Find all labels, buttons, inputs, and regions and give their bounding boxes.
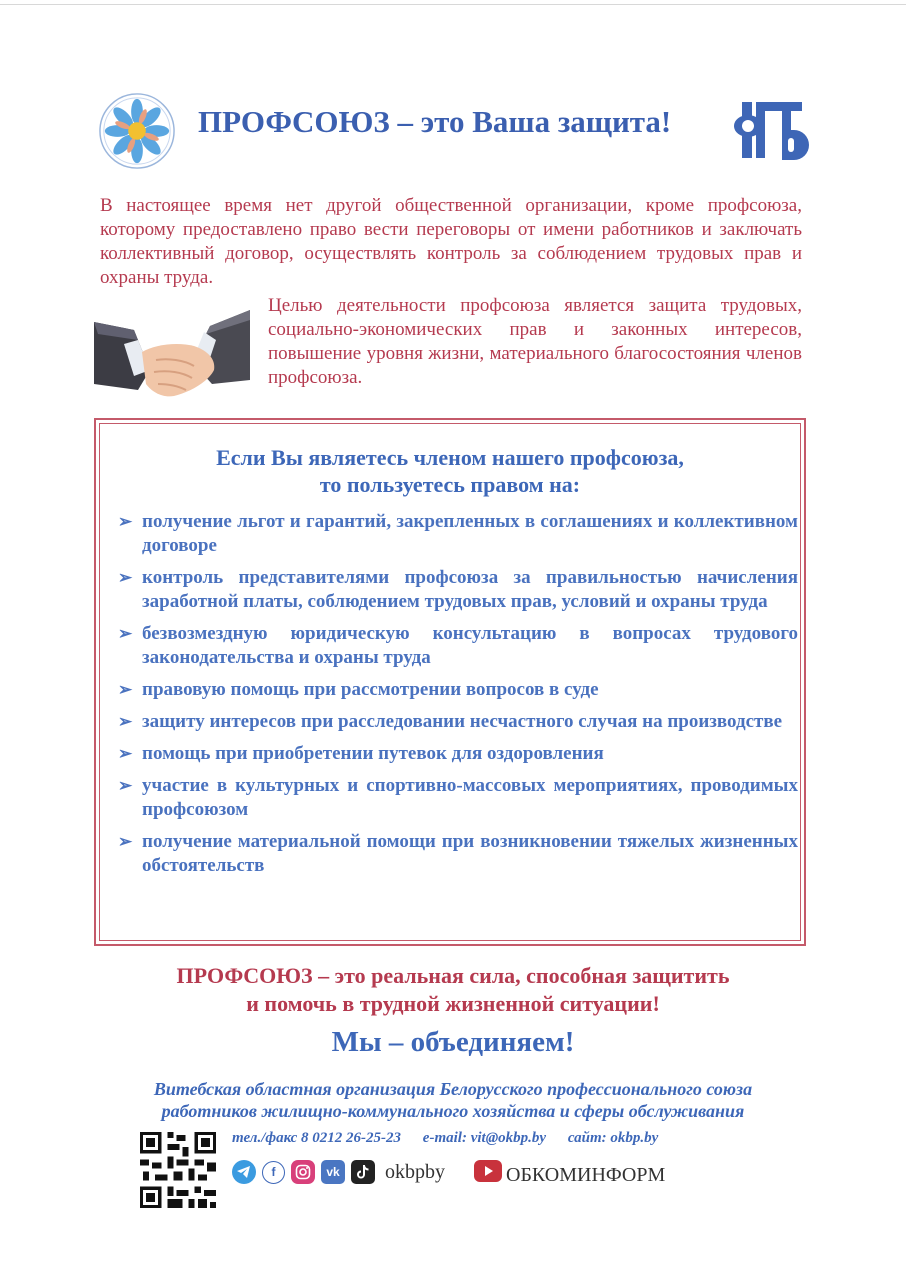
rights-list-item <box>118 622 798 670</box>
email-link[interactable]: e-mail: vit@okbp.by <box>422 1130 547 1146</box>
rights-box <box>94 418 806 946</box>
rights-item-text: защиту интересов при расследовании несчастного случая на производстве <box>142 711 783 732</box>
youtube-channel-name[interactable]: ОБКОМИНФОРМ <box>506 1164 666 1186</box>
rights-list-item <box>118 678 798 702</box>
handshake-icon <box>94 300 250 412</box>
fpb-logo-icon <box>726 96 812 168</box>
rights-list-item <box>118 830 798 878</box>
top-scan-line <box>0 4 906 5</box>
arrow-bullet-icon: ➢ <box>118 776 133 795</box>
youtube-icon[interactable] <box>474 1160 502 1182</box>
slogan <box>60 962 846 1018</box>
arrow-bullet-icon: ➢ <box>118 832 133 851</box>
rights-list-item <box>118 566 798 614</box>
telegram-icon[interactable] <box>232 1160 256 1184</box>
vk-icon[interactable]: vk <box>321 1160 345 1184</box>
arrow-bullet-icon: ➢ <box>118 680 133 699</box>
tiktok-icon[interactable] <box>351 1160 375 1184</box>
social-handle[interactable]: okbpby <box>385 1160 445 1183</box>
intro-paragraph: В настоящее время нет другой общественной организации, кроме профсоюза, которому предоставлено право вести переговоры от имени работников и заключать коллективный договор, осуществлять контроль за соблюдением трудовых прав и охраны труда. <box>100 195 802 288</box>
social-links <box>232 1158 445 1186</box>
contact-line <box>232 1130 832 1147</box>
rights-list-item <box>118 510 798 558</box>
rights-list <box>118 510 798 886</box>
organization-line1: Витебская областная организация Белорусского профессионального союза <box>153 1079 753 1099</box>
rights-list-item <box>118 774 798 822</box>
organization-name <box>60 1078 846 1122</box>
slogan-line2: и помочь в трудной жизненной ситуации! <box>246 991 660 1016</box>
slogan-line1: ПРОФСОЮЗ – это реальная сила, способная защитить <box>176 963 730 988</box>
arrow-bullet-icon: ➢ <box>118 744 133 763</box>
arrow-bullet-icon: ➢ <box>118 512 133 531</box>
rights-heading <box>96 444 804 498</box>
phone-fax: тел./факс 8 0212 26-25-23 <box>232 1130 402 1146</box>
rights-item-text: контроль представителями профсоюза за правильностью начисления заработной платы, соблюдением трудовых прав, условий и охраны труда <box>142 567 798 612</box>
page-title: ПРОФСОЮЗ – это Ваша защита! <box>198 104 672 139</box>
organization-line2: работников жилищно-коммунального хозяйства и сферы обслуживания <box>161 1101 745 1121</box>
arrow-bullet-icon: ➢ <box>118 712 133 731</box>
rights-item-text: получение льгот и гарантий, закрепленных в соглашениях и коллективном договоре <box>142 511 798 556</box>
rights-list-item <box>118 742 798 766</box>
qr-code-icon[interactable] <box>140 1132 216 1208</box>
rights-item-text: участие в культурных и спортивно-массовых мероприятиях, проводимых профсоюзом <box>142 775 798 820</box>
arrow-bullet-icon: ➢ <box>118 624 133 643</box>
rights-list-item <box>118 710 798 734</box>
goal-paragraph: Целью деятельности профсоюза является защита трудовых, социально-экономических прав и законных интересов, повышение уровня жизни, материального благосостояния членов профсоюза. <box>268 295 802 388</box>
rights-item-text: правовую помощь при рассмотрении вопросов в суде <box>142 679 599 700</box>
site-link[interactable]: сайт: okbp.by <box>567 1130 659 1146</box>
rights-heading-line2: то пользуетесь правом на: <box>319 472 581 497</box>
rights-heading-line1: Если Вы являетесь членом нашего профсоюза, <box>216 445 684 470</box>
instagram-icon[interactable] <box>291 1160 315 1184</box>
union-sun-logo-icon <box>98 92 176 170</box>
arrow-bullet-icon: ➢ <box>118 568 133 587</box>
rights-item-text: получение материальной помощи при возникновении тяжелых жизненных обстоятельств <box>142 831 798 876</box>
rights-item-text: помощь при приобретении путевок для оздоровления <box>142 743 604 764</box>
unite-motto: Мы – объединяем! <box>331 1026 575 1058</box>
facebook-icon[interactable]: f <box>262 1161 285 1184</box>
rights-item-text: безвозмездную юридическую консультацию в вопросах трудового законодательства и охраны труда <box>142 623 798 668</box>
